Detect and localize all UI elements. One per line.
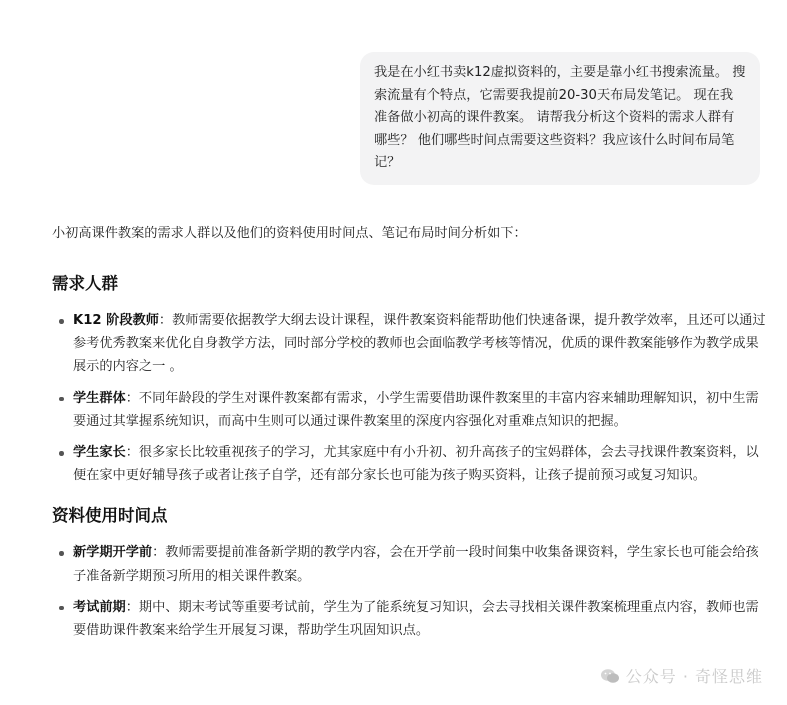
answer-intro: 小初高课件教案的需求人群以及他们的资料使用时间点、笔记布局时间分析如下：: [52, 226, 527, 241]
list-item: [52, 596, 768, 642]
list-item: [52, 441, 768, 487]
bullet-dot-icon: [59, 551, 64, 556]
list-item: [52, 387, 768, 433]
item-term: K12 阶段教师: [73, 313, 159, 328]
item-term: 新学期开学前: [73, 545, 153, 561]
item-text: ：教师需要提前准备新学期的教学内容，会在开学前一段时间集中收集备课资料，学生家长也可能会给孩子准备新学期预习所用的相关课件教案。: [73, 545, 759, 584]
item-text: ：期中、期末考试等重要考试前，学生为了能系统复习知识，会去寻找相关课件教案梳理重点内容，教师也需要借助课件教案来给学生开展复习课，帮助学生巩固知识点。: [73, 599, 759, 639]
item-text: ：不同年龄段的学生对课件教案都有需求，小学生需要借助课件教案里的丰富内容来辅助理解知识，初中生需要通过其掌握系统知识，而高中生则可以通过课件教案里的深度内容强化对重难点知识的把握。: [73, 390, 759, 429]
bullet-dot-icon: [59, 397, 64, 402]
item-text: ：很多家长比较重视孩子的学习，尤其家庭中有小升初、初升高孩子的宝妈群体，会去寻找课件教案资料，以便在家中更好辅导孩子或者让孩子自学，还有部分家长也可能为孩子购买资料，让孩子提前预习或复习知识。: [73, 445, 759, 484]
list-item: [52, 309, 768, 379]
item-text: ：教师需要依据教学大纲去设计课程，课件教案资料能帮助他们快速备课，提升教学效率，且还可以通过参考优秀教案来优化自身教学方法，同时部分学校的教师也会面临教学考核等情况，优质的课件教案能够作为教学成果展示的内容之一 。: [73, 313, 766, 375]
bullet-dot-icon: [59, 319, 64, 324]
bullet-dot-icon: [59, 606, 64, 611]
item-term: 考试前期: [73, 599, 126, 615]
bullet-dot-icon: [59, 451, 64, 456]
item-term: 学生群体: [73, 390, 126, 406]
watermark: [600, 664, 763, 687]
list-item: [52, 541, 768, 587]
section-title-audience: 需求人群: [52, 274, 118, 293]
section-title-usage-time: 资料使用时间点: [52, 506, 168, 526]
wechat-icon: [600, 668, 620, 684]
usage-time-list: [52, 541, 768, 642]
watermark-text: 公众号 · 奇怪思维: [625, 667, 763, 686]
user-message-bubble: 我是在小红书卖k12虚拟资料的，主要是靠小红书搜索流量。 搜索流量有个特点，它需要我提前20-30天布局发笔记。 现在我准备做小初高的课件教案。 请帮我分析这个资料的需求人群有哪些？ 他们哪些时间点需要这些资料？我应该什么时间布局笔记？: [360, 52, 760, 185]
item-term: 学生家长: [73, 445, 126, 461]
audience-list: [52, 309, 768, 487]
assistant-answer: [52, 223, 768, 660]
